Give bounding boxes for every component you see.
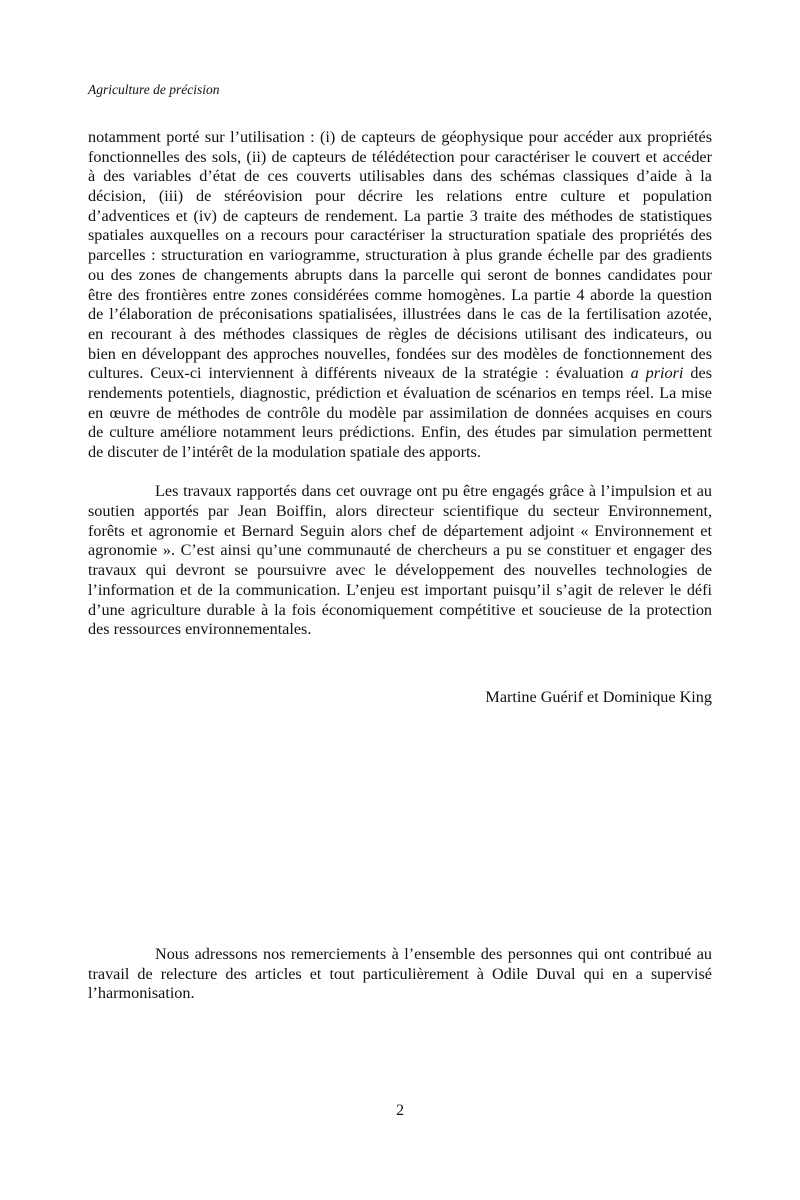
text-segment: Les travaux rapportés dans cet ouvrage ont pu être engagés grâce à l’impulsion et au <box>155 482 712 501</box>
text-segment: à des variables d’état de ces couverts utilisables dans des schémas classiques d’aide à la <box>88 167 712 186</box>
text-segment: agronomie ». C’est ainsi qu’une communauté de chercheurs a pu se constituer et engager des <box>88 541 712 560</box>
text-line <box>88 581 712 601</box>
text-segment: de culture améliore notamment leurs prédictions. Enfin, des études par simulation permettent <box>88 423 712 442</box>
text-line <box>88 246 712 266</box>
italic-text: a priori <box>630 364 684 383</box>
text-segment: travaux qui devront se poursuivre avec le développement des nouvelles technologies de <box>88 561 712 580</box>
main-text <box>88 128 712 708</box>
text-line <box>88 266 712 286</box>
text-segment: notamment porté sur l’utilisation : (i) de capteurs de géophysique pour accéder aux propriétés <box>88 128 712 146</box>
paragraph-thanks <box>88 945 712 1004</box>
text-line <box>88 364 712 384</box>
text-line <box>88 423 712 443</box>
text-line <box>88 404 712 424</box>
text-segment: l’harmonisation. <box>88 984 195 1003</box>
text-line <box>88 502 712 522</box>
text-line <box>88 984 712 1004</box>
text-line <box>88 226 712 246</box>
text-segment: d’une agriculture durable à la fois économiquement compétitive et soucieuse de la protection <box>88 600 712 619</box>
text-line <box>88 965 712 985</box>
running-header: Agriculture de précision <box>88 82 220 97</box>
text-line <box>88 286 712 306</box>
paragraph-acknowledgement-leaders <box>88 482 712 640</box>
text-line <box>88 384 712 404</box>
text-line <box>88 620 712 640</box>
text-segment: Nous adressons nos remerciements à l’ensemble des personnes qui ont contribué au <box>155 945 712 963</box>
text-segment: ou des zones de changements abrupts dans la parcelle qui seront de bonnes candidates pour <box>88 265 712 284</box>
text-line <box>88 443 712 463</box>
text-line <box>88 325 712 345</box>
text-line <box>88 167 712 187</box>
text-segment: parcelles : structuration en variogramme, structuration à plus grande échelle par des gradients <box>88 246 712 265</box>
text-segment: des <box>683 364 712 383</box>
text-line <box>88 482 712 502</box>
text-line <box>88 148 712 168</box>
text-line <box>88 207 712 227</box>
text-segment: l’information et de la communication. L’enjeu est important puisqu’il s’agit de relever le défi <box>88 580 712 599</box>
text-line <box>88 541 712 561</box>
text-segment: être des frontières entre zones considérées comme homogènes. La partie 4 aborde la question <box>88 285 712 304</box>
text-segment: bien en développant des approches nouvelles, fondées sur des modèles de fonctionnement des <box>88 344 712 363</box>
text-line <box>88 601 712 621</box>
text-line <box>88 187 712 207</box>
signature: Martine Guérif et Dominique King <box>485 687 712 706</box>
text-line <box>88 561 712 581</box>
text-segment: en œuvre de méthodes de contrôle du modèle par assimilation de données acquises en cours <box>88 403 712 422</box>
paragraph-methods <box>88 128 712 463</box>
text-segment: décision, (iii) de stéréovision pour décrire les relations entre culture et population <box>88 187 712 206</box>
text-segment: travail de relecture des articles et tout particulièrement à Odile Duval qui en a supervisé <box>88 964 712 983</box>
text-segment: soutien apportés par Jean Boiffin, alors directeur scientifique du secteur Environnement, <box>88 502 712 521</box>
text-segment: forêts et agronomie et Bernard Seguin alors chef de département adjoint « Environnement et <box>88 521 712 540</box>
text-segment: spatiales auxquelles on a recours pour caractériser la structuration spatiale des propriétés des <box>88 226 712 245</box>
text-segment: de discuter de l’intérêt de la modulation spatiale des apports. <box>88 443 481 461</box>
page-number: 2 <box>395 1101 405 1119</box>
text-segment: fonctionnelles des sols, (ii) de capteurs de télédétection pour caractériser le couvert et accéder <box>88 147 712 166</box>
text-segment: des ressources environnementales. <box>88 620 312 639</box>
text-segment: d’adventices et (iv) de capteurs de rendement. La partie 3 traite des méthodes de statistiques <box>88 206 712 225</box>
text-line <box>88 945 712 965</box>
text-line <box>88 128 712 148</box>
text-segment: en recourant à des méthodes classiques de règles de décisions utilisant des indicateurs, ou <box>88 324 712 343</box>
text-segment: rendements potentiels, diagnostic, prédiction et évaluation de scénarios en temps réel. La mise <box>88 383 712 402</box>
text-line <box>88 345 712 365</box>
text-line <box>88 305 712 325</box>
text-segment: de l’élaboration de préconisations spatialisées, illustrées dans le cas de la fertilisation azotée, <box>88 305 712 324</box>
text-line <box>88 522 712 542</box>
text-segment: cultures. Ceux-ci interviennent à différents niveaux de la stratégie : évaluation <box>88 364 631 383</box>
